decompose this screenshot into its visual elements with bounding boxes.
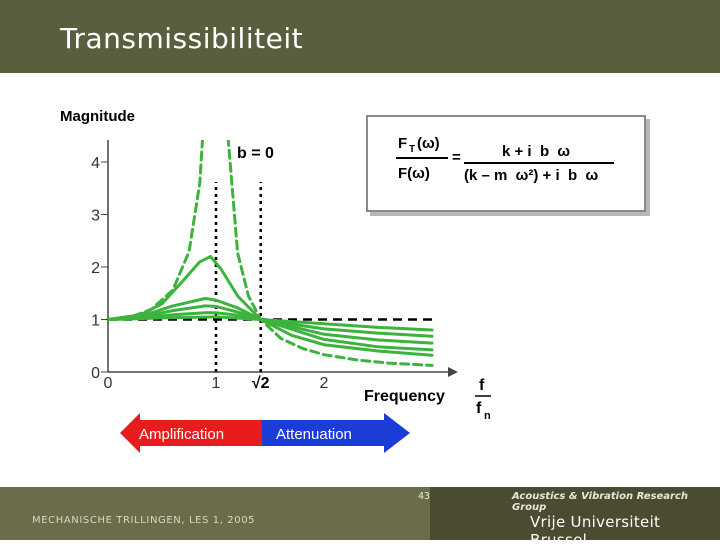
- x-tick-label: 2: [319, 375, 329, 392]
- y-tick-label: 1: [91, 312, 100, 330]
- curve-label-b0: b = 0: [237, 145, 274, 162]
- formula-right-bar: [464, 162, 614, 164]
- formula-ft-letter: F: [398, 135, 408, 152]
- university-name: Vrije Universiteit Brussel: [530, 513, 661, 549]
- y-tick-label: 0: [91, 365, 100, 382]
- x-tick-label: 1: [211, 375, 221, 392]
- transmissibility-formula: [366, 115, 646, 212]
- x-tick-label: √2: [251, 375, 270, 392]
- x-tick-labels: [104, 375, 329, 392]
- series-curve-0: [108, 0, 214, 320]
- y-tick-label: 4: [91, 155, 100, 172]
- course-title: MECHANISCHE TRILLINGEN, LES 1, 2005: [32, 515, 256, 526]
- slide-footer: [0, 487, 720, 549]
- research-group: Acoustics & Vibration Research Group: [512, 491, 689, 513]
- slide-title: Transmissibiliteit: [60, 22, 304, 55]
- formula-ft-arg: (ω): [417, 135, 440, 152]
- formula-left-denominator: F(ω): [398, 165, 430, 182]
- x-tick-label: 0: [103, 375, 113, 392]
- x-axis-fraction-numerator: f: [479, 377, 485, 394]
- y-tick-label: 2: [91, 260, 100, 277]
- formula-left-bar: [396, 157, 448, 159]
- x-axis-label: Frequency: [364, 388, 445, 405]
- formula-right-numerator: k + i b ω: [502, 143, 571, 160]
- x-axis-fraction-subscript: n: [484, 410, 491, 422]
- attenuation-label: Attenuation: [276, 426, 352, 443]
- amplification-label: Amplification: [139, 426, 225, 443]
- slide-number: 43: [418, 491, 431, 502]
- y-tick-label: 3: [91, 207, 100, 225]
- formula-right-denominator: (k – m ω²) + i b ω: [464, 167, 599, 184]
- formula-equals: =: [452, 149, 461, 166]
- x-axis-arrowhead: [448, 367, 458, 377]
- footer-left-panel: [0, 487, 430, 540]
- formula-ft-subscript: T: [409, 144, 416, 155]
- y-tick-labels: [91, 155, 108, 382]
- x-axis-fraction-denominator: f: [476, 400, 482, 417]
- y-axis-label: Magnitude: [60, 108, 135, 125]
